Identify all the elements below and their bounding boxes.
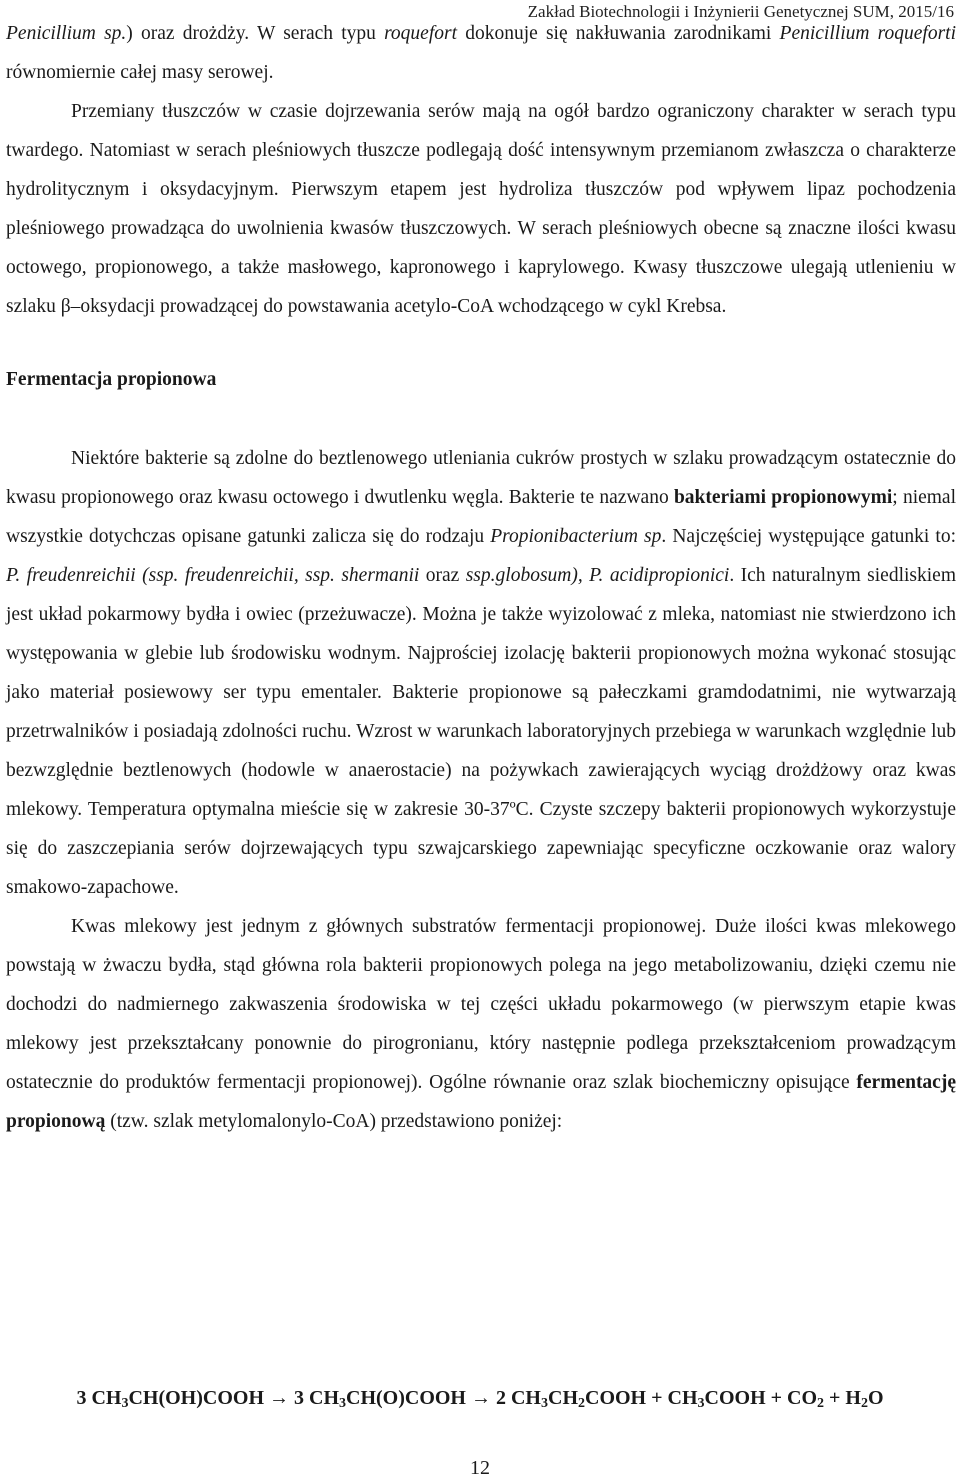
document-body <box>6 14 956 1141</box>
text-run: . Ich naturalnym siedliskiem jest układ pokarmowy bydła i owiec (przeżuwacze). Można je także wyizolować z mleka, natomiast nie stwierdzono ich występowania w glebie lub środowisku wodnym. Najprościej izolację bakterii propionowych można wykonać stosując jako materiał posiewowy ser typu ementaler. Bakterie propionowe są pałeczkami gramdodatnimi, nie wytwarzają przetrwalników i posiadają zdolności ruchu. Wzrost w warunkach laboratoryjnych przebiega w warunkach względnie lub bezwzględnie beztlenowych (hodowle w anaerostacie) na pożywkach zawierających wyciąg drożdżowy oraz kwas mlekowy. Temperatura optymalna mieście się w zakresie 30-37ºC. Czyste szczepy bakterii propionowych wykorzystuje się do zaszczepiania serów dojrzewających typu szwajcarskiego zapewniając specyficzne oczkowanie oraz walory smakowo-zapachowe. <box>6 565 956 898</box>
eq-part: O <box>867 1387 884 1409</box>
species-name: Penicillium sp. <box>6 23 127 44</box>
text-run: równomiernie całej masy serowej. <box>6 62 274 83</box>
text-run: Niektóre bakterie są zdolne do beztlenowego utleniania cukrów prostych w szlaku prowadzącym ostatecznie do kwasu propionowego oraz kwasu octowego i dwutlenku węgla. Bakterie te nazwano <box>6 448 956 508</box>
species-name: Penicillium roqueforti <box>779 23 956 44</box>
eq-part: CH(OH)COOH → 3 CH <box>128 1387 339 1409</box>
species-name: ssp.globosum), P. acidipropionici <box>465 565 730 586</box>
eq-part: COOH + CO <box>704 1387 818 1409</box>
text-run: ; niemal wszystkie dotychczas opisane gatunki zalicza się do rodzaju <box>6 487 957 547</box>
paragraph-penicillium <box>6 14 956 92</box>
paragraph-lactic-acid <box>6 907 956 1141</box>
text-run: . Najczęściej występujące gatunki to: <box>661 526 956 547</box>
page-number: 12 <box>470 1457 490 1479</box>
chemical-equation <box>0 1387 960 1412</box>
eq-subscript: 3 <box>339 1396 346 1411</box>
eq-part: CH <box>548 1387 578 1409</box>
eq-part: COOH + CH <box>585 1387 698 1409</box>
eq-subscript: 3 <box>121 1396 129 1411</box>
eq-part: CH(O)COOH → 2 CH <box>346 1387 541 1409</box>
paragraph-propionic-bacteria <box>6 439 956 907</box>
text-run: oraz <box>419 565 466 586</box>
section-heading: Fermentacja propionowa <box>6 369 217 390</box>
genus-name: Propionibacterium sp <box>490 526 662 547</box>
paragraph-fat-transformation: Przemiany tłuszczów w czasie dojrzewania serów mają na ogół bardzo ograniczony charakter w serach typu twardego. Natomiast w serach pleśniowych tłuszcze podlegają dość intensywnym przemianom zwłaszcza o charakterze hydrolitycznym i oksydacyjnym. Pierwszym etapem jest hydroliza tłuszczów pod wpływem lipaz pochodzenia pleśniowego prowadząca do uwolnienia kwasów tłuszczowych. W serach pleśniowych obecne są znaczne ilości kwasu octowego, propionowego, a także masłowego, kapronowego i kaprylowego. Kwasy tłuszczowe ulegają utlenieniu w szlaku β–oksydacji prowadzącej do powstawania acetylo-CoA wchodzącego w cykl Krebsa. <box>6 101 956 317</box>
eq-subscript: 2 <box>817 1396 825 1411</box>
cheese-type: roquefort <box>384 23 458 44</box>
eq-subscript: 2 <box>860 1396 868 1411</box>
page-header: Zakład Biotechnologii i Inżynierii Genetycznej SUM, 2015/16 <box>527 2 954 21</box>
bold-term: fermentację propionową <box>6 1072 956 1132</box>
bold-term: bakteriami propionowymi <box>673 487 893 508</box>
text-run: Kwas mlekowy jest jednym z głównych substratów fermentacji propionowej. Duże ilości kwas mlekowego powstają w żwaczu bydła, stąd główna rola bakterii propionowych polega na jego metabolizowaniu, dzięki czemu nie dochodzi do nadmiernego zakwaszenia środowiska w tej części układu pokarmowego (w pierwszym etapie kwas mlekowy jest przekształcany ponownie do pirogronianu, który następnie podlega przekształceniom prowadzącym ostatecznie do produktów fermentacji propionowej). Ogólne równanie oraz szlak biochemiczny opisujące <box>6 916 956 1093</box>
species-name: P. freudenreichii (ssp. freudenreichii, ssp. shermanii <box>6 565 420 586</box>
eq-part: 3 CH <box>76 1387 122 1409</box>
text-run: dokonuje się nakłuwania zarodnikami <box>457 23 780 44</box>
eq-subscript: 3 <box>541 1396 548 1411</box>
text-run: (tzw. szlak metylomalonylo-CoA) przedstawiono poniżej: <box>105 1111 563 1132</box>
eq-subscript: 2 <box>578 1396 585 1411</box>
eq-part: + H <box>824 1387 861 1409</box>
text-run: ) oraz drożdży. W serach typu <box>126 23 385 44</box>
eq-subscript: 3 <box>697 1396 705 1411</box>
